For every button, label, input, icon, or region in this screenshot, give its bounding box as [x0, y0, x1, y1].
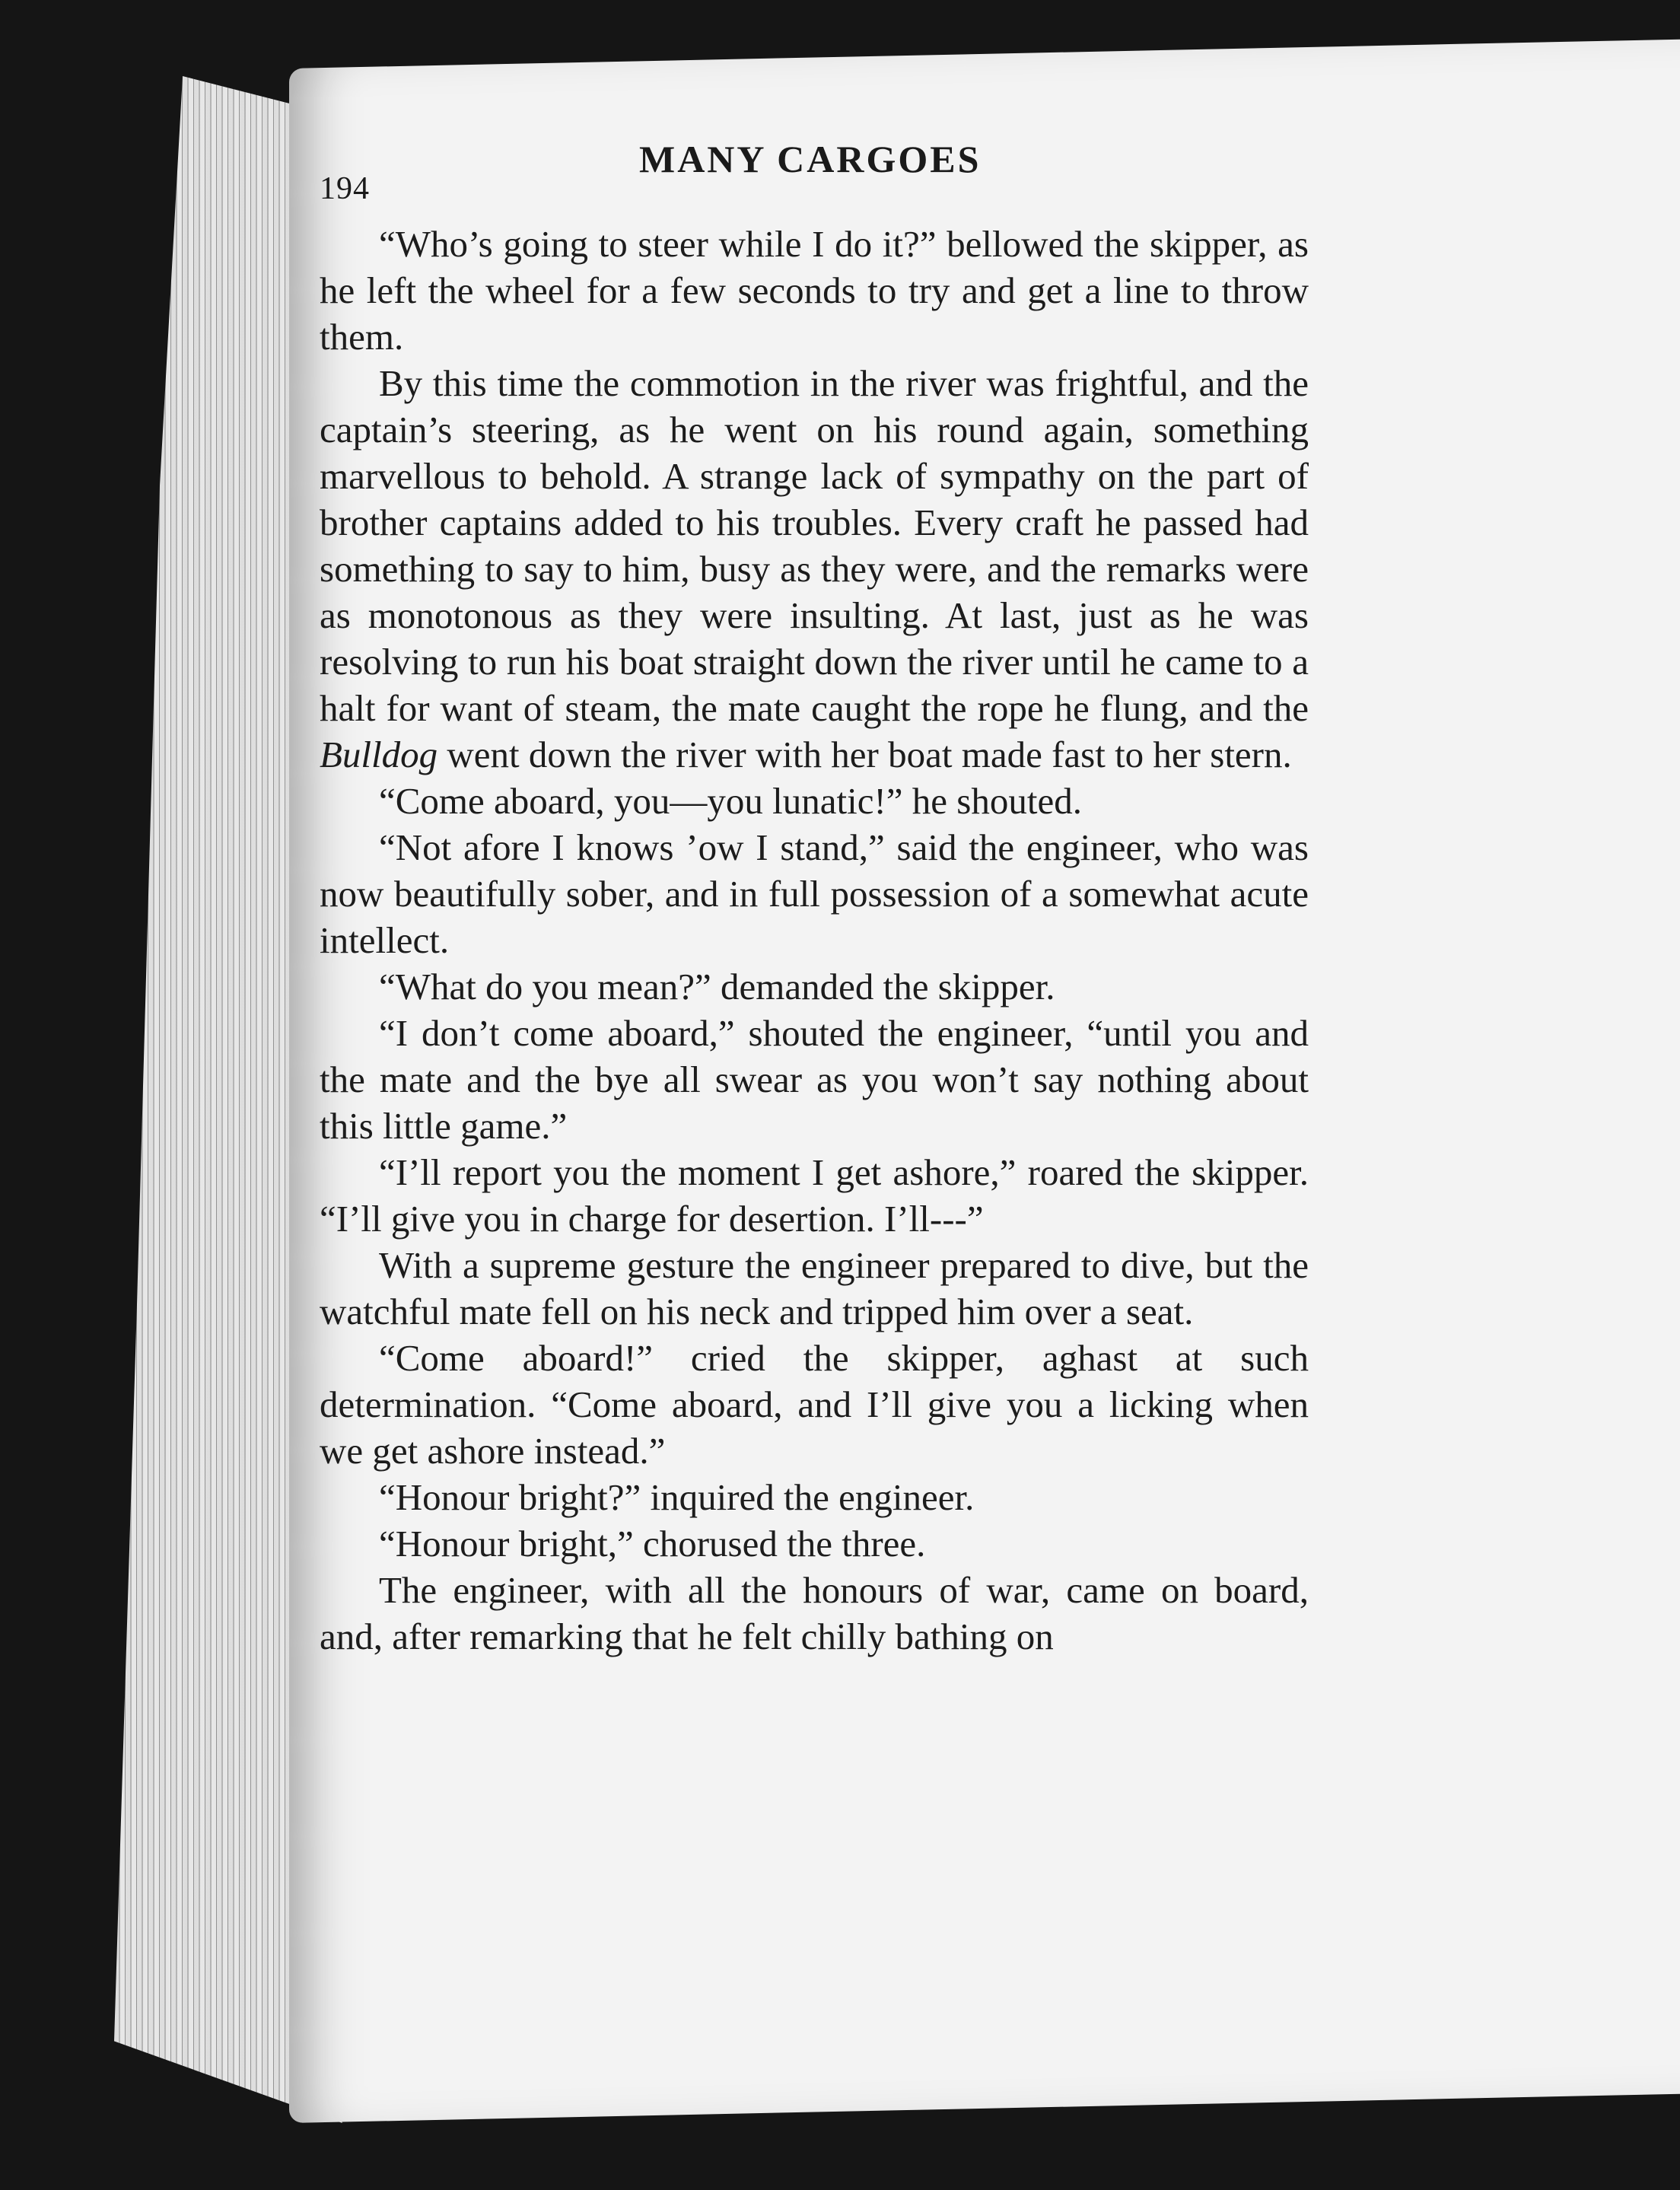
- body-text: [320, 221, 1309, 1660]
- paragraph-text: went down the river with her boat made fast to her stern.: [438, 734, 1292, 775]
- paragraph: “Honour bright,” chorused the three.: [379, 1523, 926, 1565]
- ship-name: Bulldog: [320, 734, 438, 775]
- paragraph-text: By this time the commotion in the river was frightful, and the captain’s steering, as he went on his round again, something marvellous to behold. A strange lack of sympathy on the part of brother captains added to his troubles. Every craft he passed had something to say to him, busy as they were, and the remarks were as monotonous as they were insulting. At last, just as he was resolving to run his boat straight down the river until he came to a halt for want of steam, the mate caught the rope he flung, and the: [320, 362, 1309, 729]
- paragraph: [320, 360, 1309, 778]
- paragraph: “Who’s going to steer while I do it?” bellowed the skipper, as he left the wheel for a few seconds to try and get a line to throw them.: [320, 223, 1309, 358]
- paragraph: “Come aboard!” cried the skipper, aghast at such determination. “Come aboard, and I’ll give you a licking when we get ashore instead.”: [320, 1337, 1309, 1472]
- page-number: 194: [320, 171, 370, 206]
- paragraph: The engineer, with all the honours of war, came on board, and, after remarking that he felt chilly bathing on: [320, 1569, 1309, 1657]
- paragraph: “I’ll report you the moment I get ashore,” roared the skipper. “I’ll give you in charge for desertion. I’ll---”: [320, 1151, 1309, 1240]
- page-header: [320, 137, 1233, 205]
- paragraph: “What do you mean?” demanded the skipper.: [379, 966, 1055, 1007]
- paragraph: “I don’t come aboard,” shouted the engineer, “until you and the mate and the bye all swear as you won’t say nothing about this little game.”: [320, 1012, 1309, 1147]
- running-head: MANY CARGOES: [639, 138, 982, 180]
- paragraph: “Come aboard, you—you lunatic!” he shouted.: [379, 780, 1082, 822]
- paragraph: “Honour bright?” inquired the engineer.: [379, 1476, 975, 1518]
- paragraph: With a supreme gesture the engineer prepared to dive, but the watchful mate fell on his neck and tripped him over a seat.: [320, 1244, 1309, 1332]
- paragraph: “Not afore I knows ’ow I stand,” said the engineer, who was now beautifully sober, and in full possession of a somewhat acute intellect.: [320, 826, 1309, 961]
